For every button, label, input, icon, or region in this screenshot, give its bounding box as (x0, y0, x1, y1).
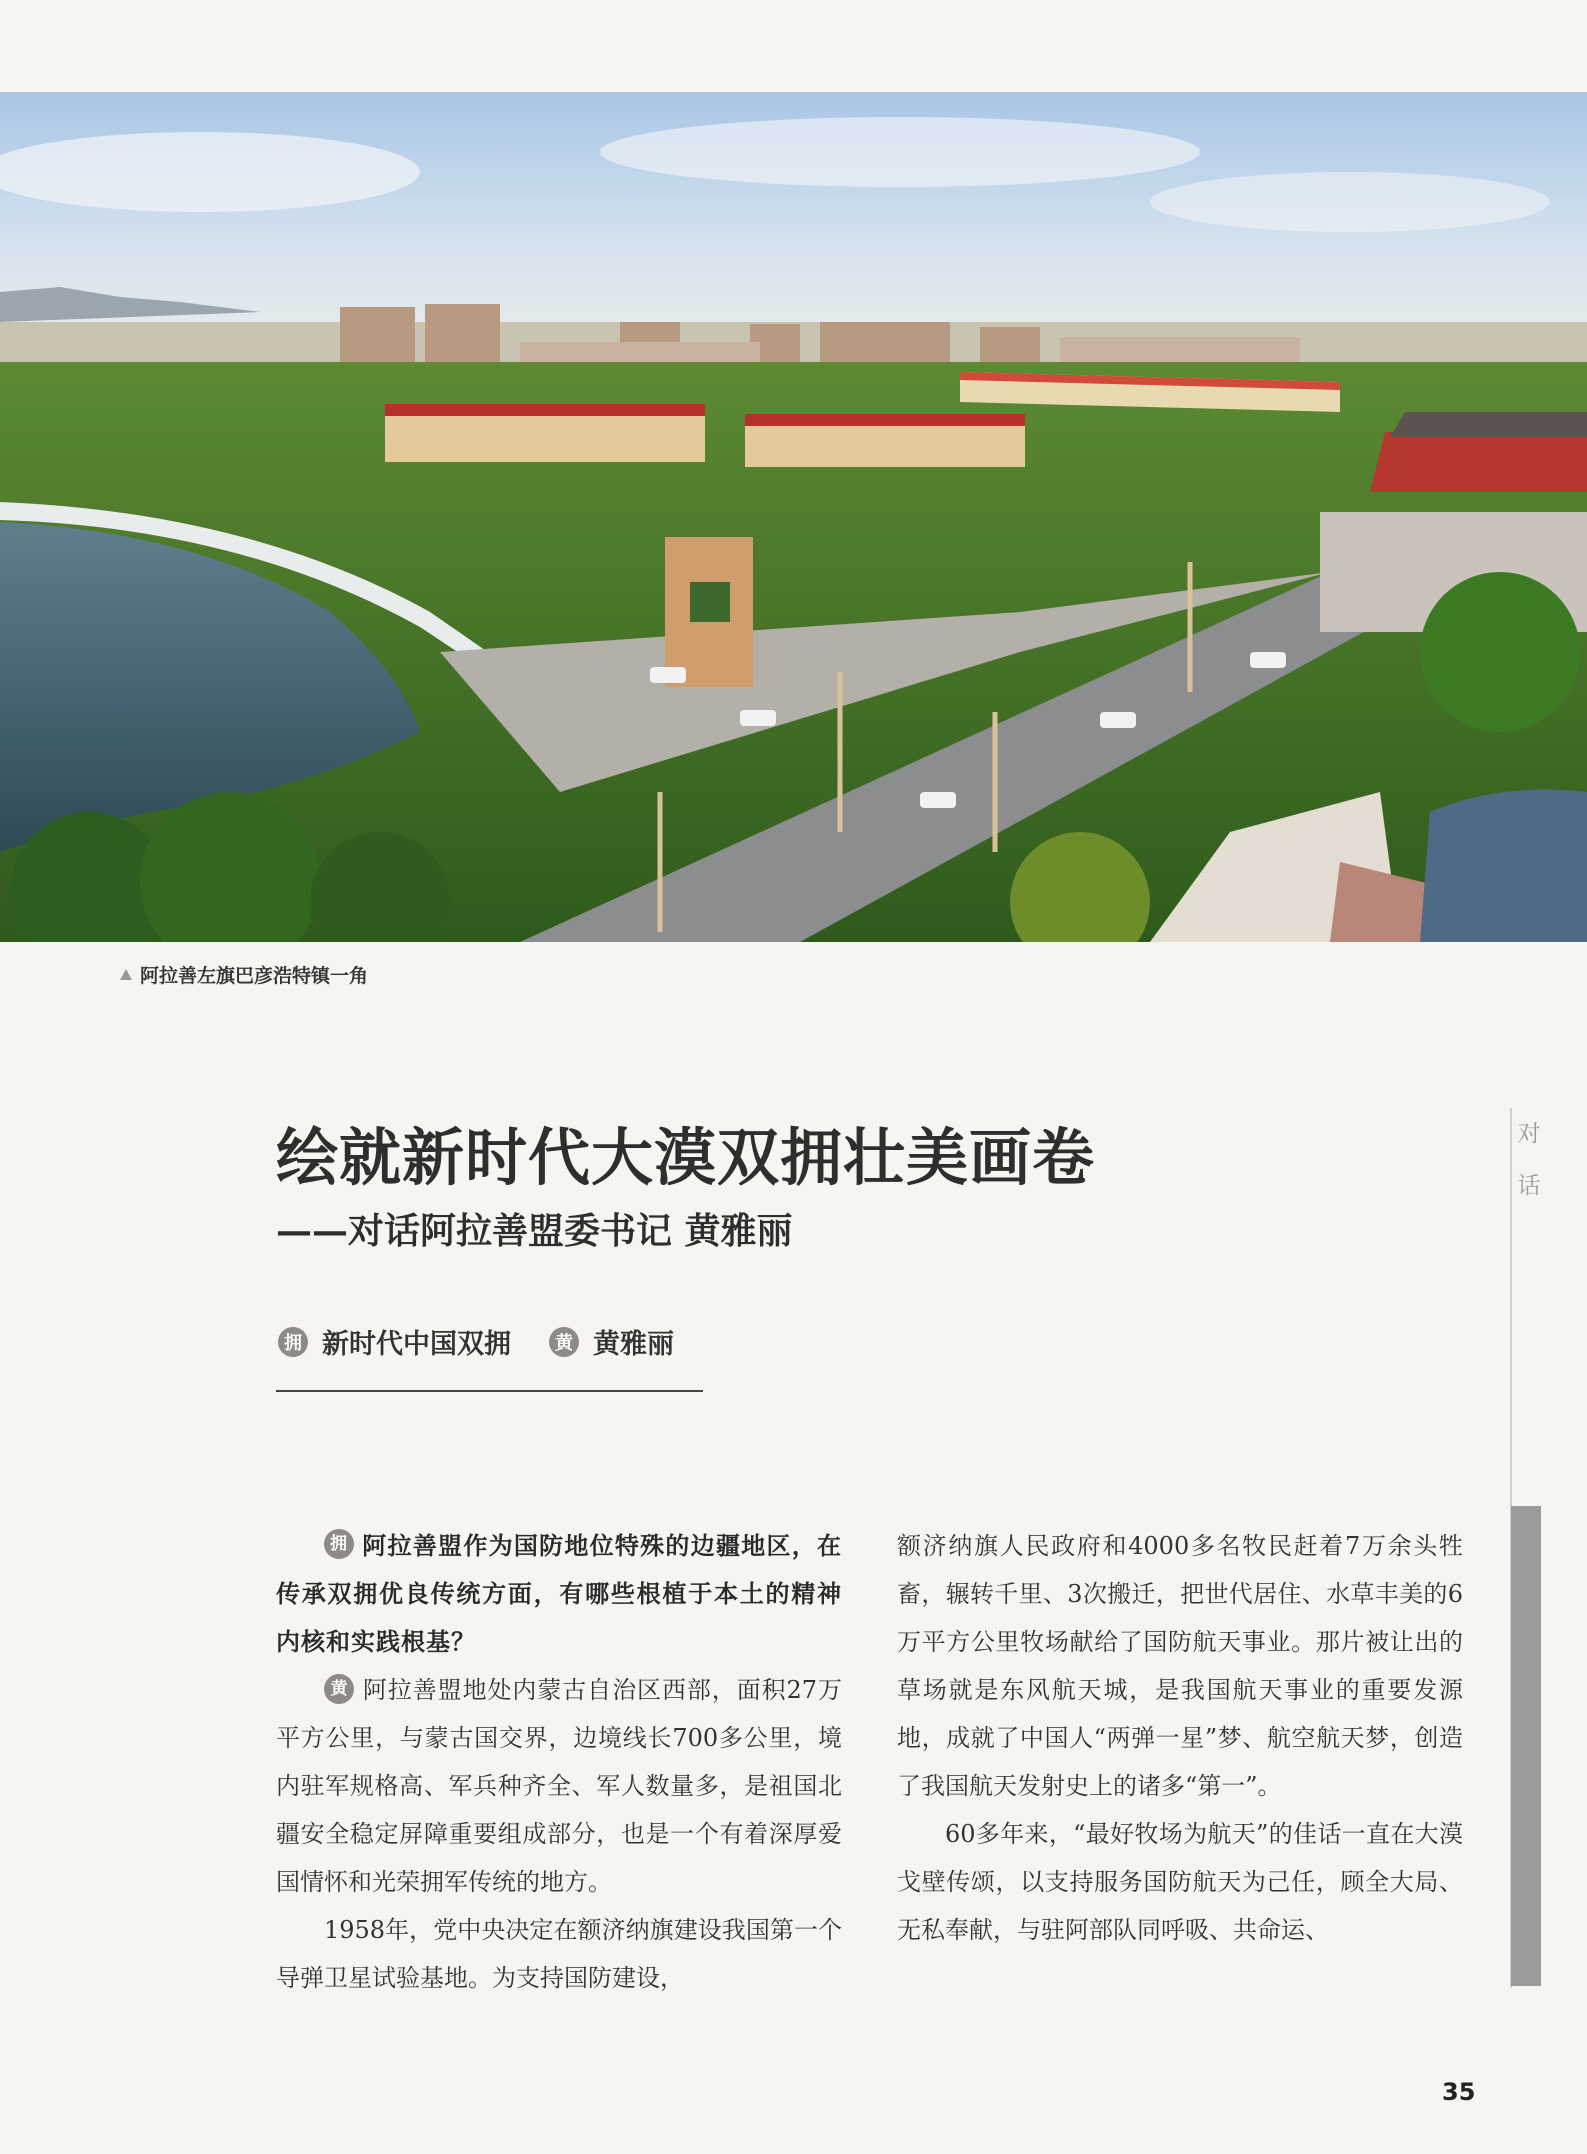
photo-caption-text: 阿拉善左旗巴彦浩特镇一角 (140, 965, 369, 987)
answer-badge: 黄 (324, 1674, 354, 1704)
byline-divider (276, 1390, 703, 1392)
interviewer-badge: 拥 (278, 1327, 308, 1357)
byline (278, 1322, 674, 1361)
section-label (1514, 1108, 1544, 1212)
interviewer-name: 新时代中国双拥 (322, 1329, 511, 1360)
town-panorama-photo (0, 92, 1587, 942)
article-subtitle: ——对话阿拉善盟委书记 黄雅丽 (276, 1210, 793, 1252)
interviewee-badge: 黄 (549, 1327, 579, 1357)
article-column-1 (276, 1522, 842, 2002)
body-paragraph: 1958年，党中央决定在额济纳旗建设我国第一个导弹卫星试验基地。为支持国防建设， (276, 1916, 842, 1992)
answer-paragraph (276, 1666, 842, 1906)
question-badge: 拥 (324, 1529, 354, 1559)
question-text: 阿拉善盟作为国防地位特殊的边疆地区，在传承双拥优良传统方面，有哪些根植于本土的精神内核和实践根基？ (276, 1532, 842, 1656)
photo-caption (120, 961, 368, 988)
section-label-char: 话 (1517, 1173, 1541, 1199)
caption-triangle-icon (120, 969, 132, 980)
question-paragraph (276, 1522, 842, 1666)
page-number: 35 (1442, 2078, 1476, 2106)
town-panorama-illustration (0, 92, 1587, 942)
article-column-2 (897, 1522, 1463, 1954)
side-accent-bar (1511, 1506, 1541, 1986)
section-label-char: 对 (1517, 1121, 1541, 1147)
body-paragraph: 额济纳旗人民政府和4000多名牧民赶着7万余头牲畜，辗转千里、3次搬迁，把世代居住、水草丰美的6万平方公里牧场献给了国防航天事业。那片被让出的草场就是东风航天城，是我国航天事业的重要发源地，成就了中国人“两弹一星”梦、航空航天梦，创造了我国航天发射史上的诸多“第一”。 (897, 1532, 1463, 1800)
answer-text: 阿拉善盟地处内蒙古自治区西部，面积27万平方公里，与蒙古国交界，边境线长700多公里，境内驻军规格高、军兵种齐全、军人数量多，是祖国北疆安全稳定屏障重要组成部分，也是一个有着深厚爱国情怀和光荣拥军传统的地方。 (276, 1676, 842, 1896)
interviewee-name: 黄雅丽 (593, 1329, 674, 1360)
body-paragraph: 60多年来，“最好牧场为航天”的佳话一直在大漠戈壁传颂，以支持服务国防航天为己任，顾全大局、无私奉献，与驻阿部队同呼吸、共命运、 (897, 1820, 1463, 1944)
article-title: 绘就新时代大漠双拥壮美画卷 (276, 1121, 1096, 1194)
